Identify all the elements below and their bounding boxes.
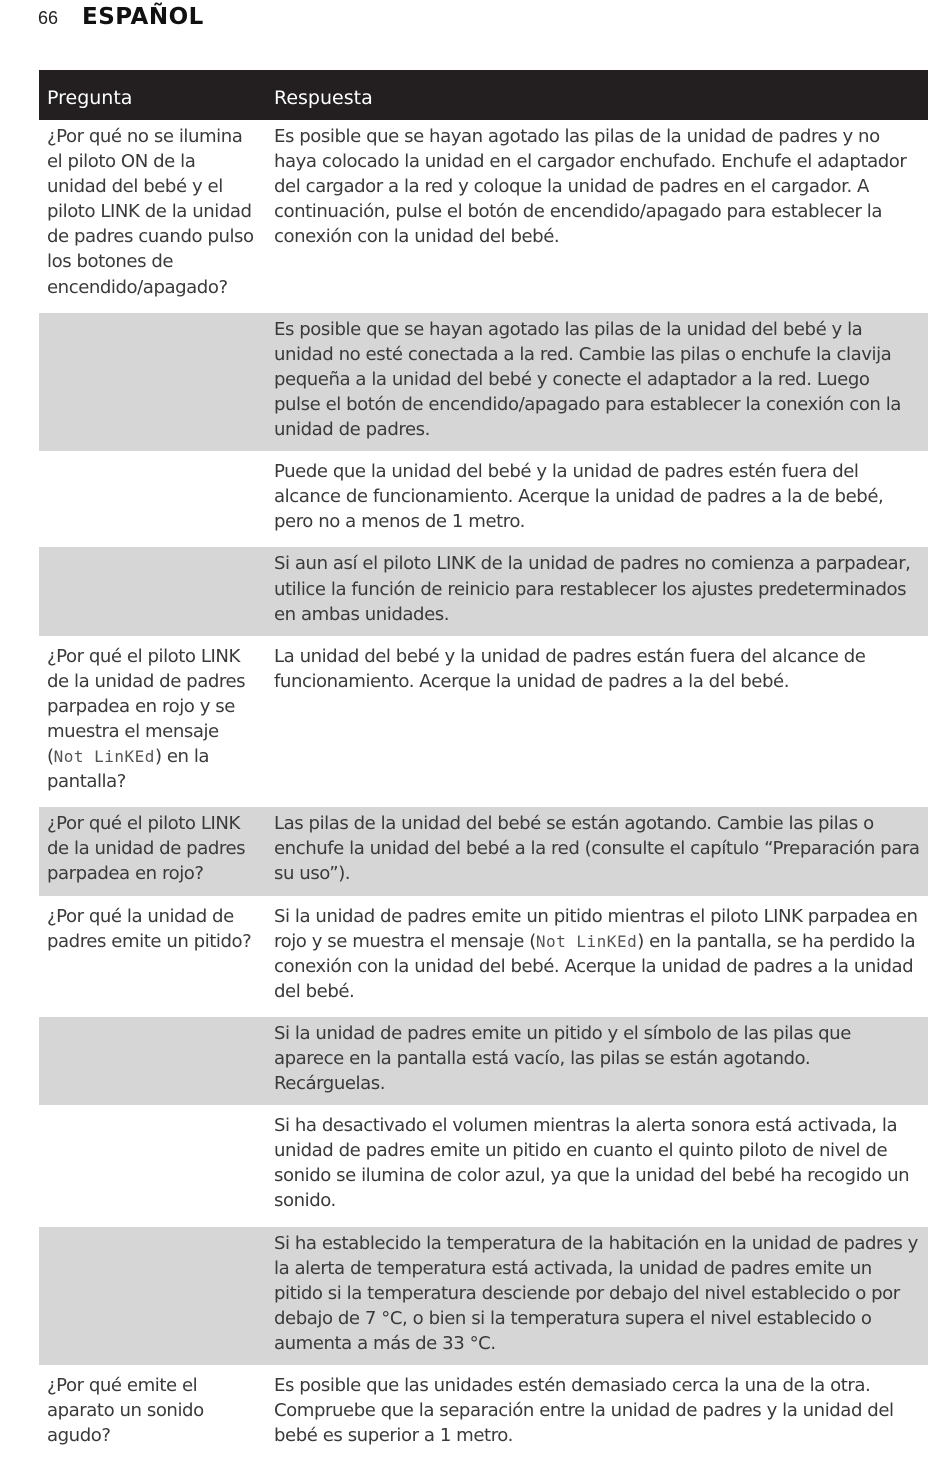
answer-cell: Si la unidad de padres emite un pitido y el símbolo de las pilas que aparece en la pantalla está vacío, las pilas se están agotando. Recárguelas. <box>266 1015 928 1107</box>
table-row <box>39 453 928 545</box>
question-cell <box>39 453 266 545</box>
answer-cell: Es posible que se hayan agotado las pilas de la unidad del bebé y la unidad no esté conectada a la red. Cambie las pilas o enchufe la clavija pequeña a la unidad del bebé y conecte el adaptador a la red. Luego pulse el botón de encendido/apagado para establecer la conexión con la unidad de padres. <box>266 311 928 453</box>
lcd-message: Not LinKEd <box>53 747 155 767</box>
answer-cell: Es posible que se hayan agotado las pilas de la unidad de padres y no haya colocado la unidad en el cargador enchufado. Enchufe el adaptador del cargador a la red y coloque la unidad de padres en el cargador. A continuación, pulse el botón de encendido/apagado para establecer la conexión con la unidad del bebé. <box>266 120 928 311</box>
question-cell <box>39 1107 266 1224</box>
table-row <box>39 1015 928 1107</box>
question-cell <box>39 311 266 453</box>
question-text: ) en la pantalla? <box>47 746 210 793</box>
question-cell: ¿Por qué la unidad de padres emite un pitido? <box>39 898 266 1015</box>
answer-text: Si la unidad de padres emite un pitido mientras el piloto LINK parpadea en rojo y se muestra el mensaje ( <box>274 905 918 952</box>
table-row <box>39 805 928 897</box>
question-cell: ¿Por qué no se ilumina el piloto ON de la unidad del bebé y el piloto LINK de la unidad de padres cuando pulso los botones de encendido/apagado? <box>39 120 266 311</box>
table-row <box>39 1107 928 1224</box>
question-cell: ¿Por qué el piloto LINK de la unidad de padres parpadea en rojo? <box>39 805 266 897</box>
question-cell <box>39 1225 266 1367</box>
answer-cell: Si ha establecido la temperatura de la habitación en la unidad de padres y la alerta de temperatura está activada, la unidad de padres emite un pitido si la temperatura desciende por debajo del nivel establecido o por debajo de 7 °C, o bien si la temperatura supera el nivel establecido o aumenta a más de 33 °C. <box>266 1225 928 1367</box>
column-header-answer: Respuesta <box>266 70 928 120</box>
question-cell: ¿Por qué emite el aparato un sonido agudo? <box>39 1367 266 1459</box>
table-row <box>39 638 928 806</box>
answer-cell: Las pilas de la unidad del bebé se están agotando. Cambie las pilas o enchufe la unidad del bebé a la red (consulte el capítulo “Preparación para su uso”). <box>266 805 928 897</box>
question-cell <box>39 545 266 637</box>
table-row <box>39 898 928 1015</box>
table-row <box>39 1367 928 1459</box>
column-header-question: Pregunta <box>39 70 266 120</box>
page-number: 66 <box>38 8 59 28</box>
question-text: ¿Por qué el piloto LINK de la unidad de padres parpadea en rojo y se muestra el mensaje ( <box>47 645 246 768</box>
page-header <box>38 4 204 36</box>
answer-cell: Puede que la unidad del bebé y la unidad de padres estén fuera del alcance de funcionamiento. Acerque la unidad de padres a la de bebé, pero no a menos de 1 metro. <box>266 453 928 545</box>
answer-cell <box>266 898 928 1015</box>
answer-text: ) en la pantalla, se ha perdido la conexión con la unidad del bebé. Acerque la unidad de padres a la unidad del bebé. <box>274 930 916 1002</box>
answer-cell: Si aun así el piloto LINK de la unidad de padres no comienza a parpadear, utilice la función de reinicio para restablecer los ajustes predeterminados en ambas unidades. <box>266 545 928 637</box>
lcd-message: Not LinKEd <box>535 931 638 951</box>
table-row <box>39 545 928 637</box>
answer-cell: Si ha desactivado el volumen mientras la alerta sonora está activada, la unidad de padres emite un pitido en cuanto el quinto piloto de nivel de sonido se ilumina de color azul, ya que la unidad del bebé ha recogido un sonido. <box>266 1107 928 1224</box>
question-cell <box>39 638 266 806</box>
question-cell <box>39 1015 266 1107</box>
table-row <box>39 1225 928 1367</box>
answer-cell: Es posible que las unidades estén demasiado cerca la una de la otra. Compruebe que la separación entre la unidad de padres y la unidad del bebé es superior a 1 metro. <box>266 1367 928 1459</box>
table-row <box>39 311 928 453</box>
faq-table <box>39 70 928 1461</box>
table-row <box>39 120 928 311</box>
section-title: ESPAÑOL <box>82 4 204 30</box>
table-header-row <box>39 70 928 120</box>
answer-cell: La unidad del bebé y la unidad de padres están fuera del alcance de funcionamiento. Acerque la unidad de padres a la del bebé. <box>266 638 928 806</box>
